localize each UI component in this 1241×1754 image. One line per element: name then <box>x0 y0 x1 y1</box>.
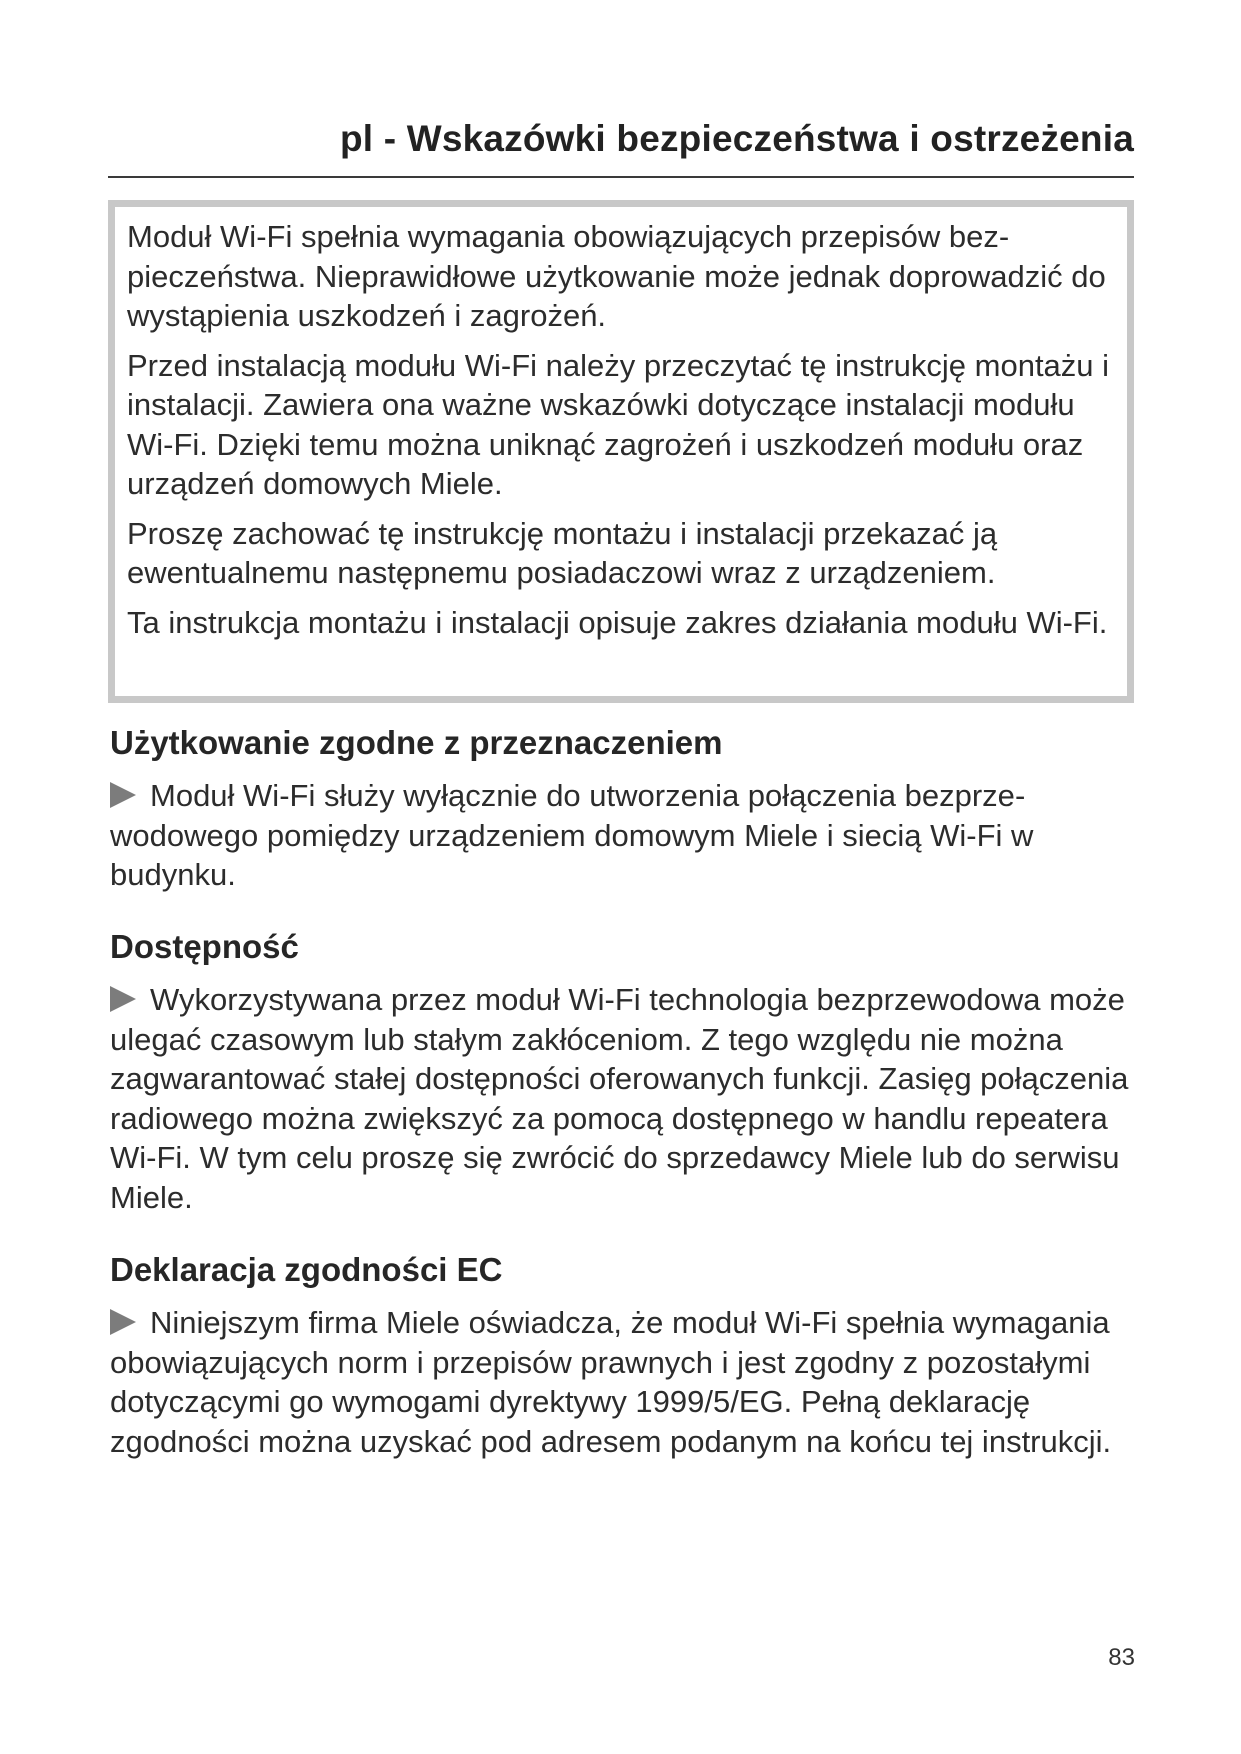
section-text-wrapper <box>110 1303 1140 1461</box>
section-heading: Dostępność <box>110 928 299 965</box>
section-text: Moduł Wi-Fi służy wyłącznie do utworzenia połączenia bezprzewodowego pomiędzy urządzeniem domowym Miele i siecią Wi-Fi w budynku. <box>110 778 1034 892</box>
section-text: Wykorzystywana przez moduł Wi-Fi technologia bezprzewodowa może ulegać czasowym lub stałym zakłóceniom. Z tego względu nie można zagwarantować stałej dostępności oferowanych funkcji. Zasięg połączenia radiowego można zwiększyć za pomocą dostępnego w handlu repeatera Wi-Fi. W tym celu proszę się zwrócić do sprzedawcy Miele lub do serwisu Miele. <box>110 982 1129 1215</box>
warning-box <box>108 200 1134 703</box>
page-number: 83 <box>1108 1644 1135 1671</box>
section-text-wrapper <box>110 980 1140 1217</box>
section-ec-declaration <box>110 1250 1140 1461</box>
section-text: Niniejszym firma Miele oświadcza, że moduł Wi-Fi spełnia wymagania obowiązujących norm i przepisów prawnych i jest zgodny z pozostałymi dotyczącymi go wymogami dyrektywy 1999/5/EG. Pełną deklarację zgodności można uzyskać pod adresem podanym na końcu tej instrukcji. <box>110 1305 1112 1459</box>
section-heading: Użytkowanie zgodne z przeznaczeniem <box>110 724 723 761</box>
warning-paragraph: Moduł Wi-Fi spełnia wymagania obowiązujących przepisów bezpieczeństwa. Nieprawidłowe użytkowanie może jednak doprowadzić do wystąpienia uszkodzeń i zagrożeń. <box>127 219 1106 333</box>
warning-paragraph: Przed instalacją modułu Wi-Fi należy przeczytać tę instrukcję montażu i instalacji. Zawiera ona ważne wskazówki dotyczące instalacji modułu Wi-Fi. Dzięki temu można uniknąć zagrożeń i uszkodzeń modułu oraz urządzeń domowych Miele. <box>127 347 1110 501</box>
page-header <box>108 118 1134 178</box>
warning-paragraph: Proszę zachować tę instrukcję montażu i instalacji przekazać ją ewentualnemu następnemu posiadaczowi wraz z urządzeniem. <box>127 515 998 590</box>
section-heading: Deklaracja zgodności EC <box>110 1251 503 1288</box>
section-intended-use <box>110 723 1140 895</box>
page-title: pl - Wskazówki bezpieczeństwa i ostrzeżenia <box>339 118 1134 159</box>
section-availability <box>110 927 1140 1217</box>
bullet-arrow-icon <box>110 986 136 1012</box>
bullet-arrow-icon <box>110 782 136 808</box>
warning-paragraph: Ta instrukcja montażu i instalacji opisuje zakres działania modułu Wi-Fi. <box>127 604 1108 640</box>
section-text-wrapper <box>110 776 1140 895</box>
bullet-arrow-icon <box>110 1309 136 1335</box>
